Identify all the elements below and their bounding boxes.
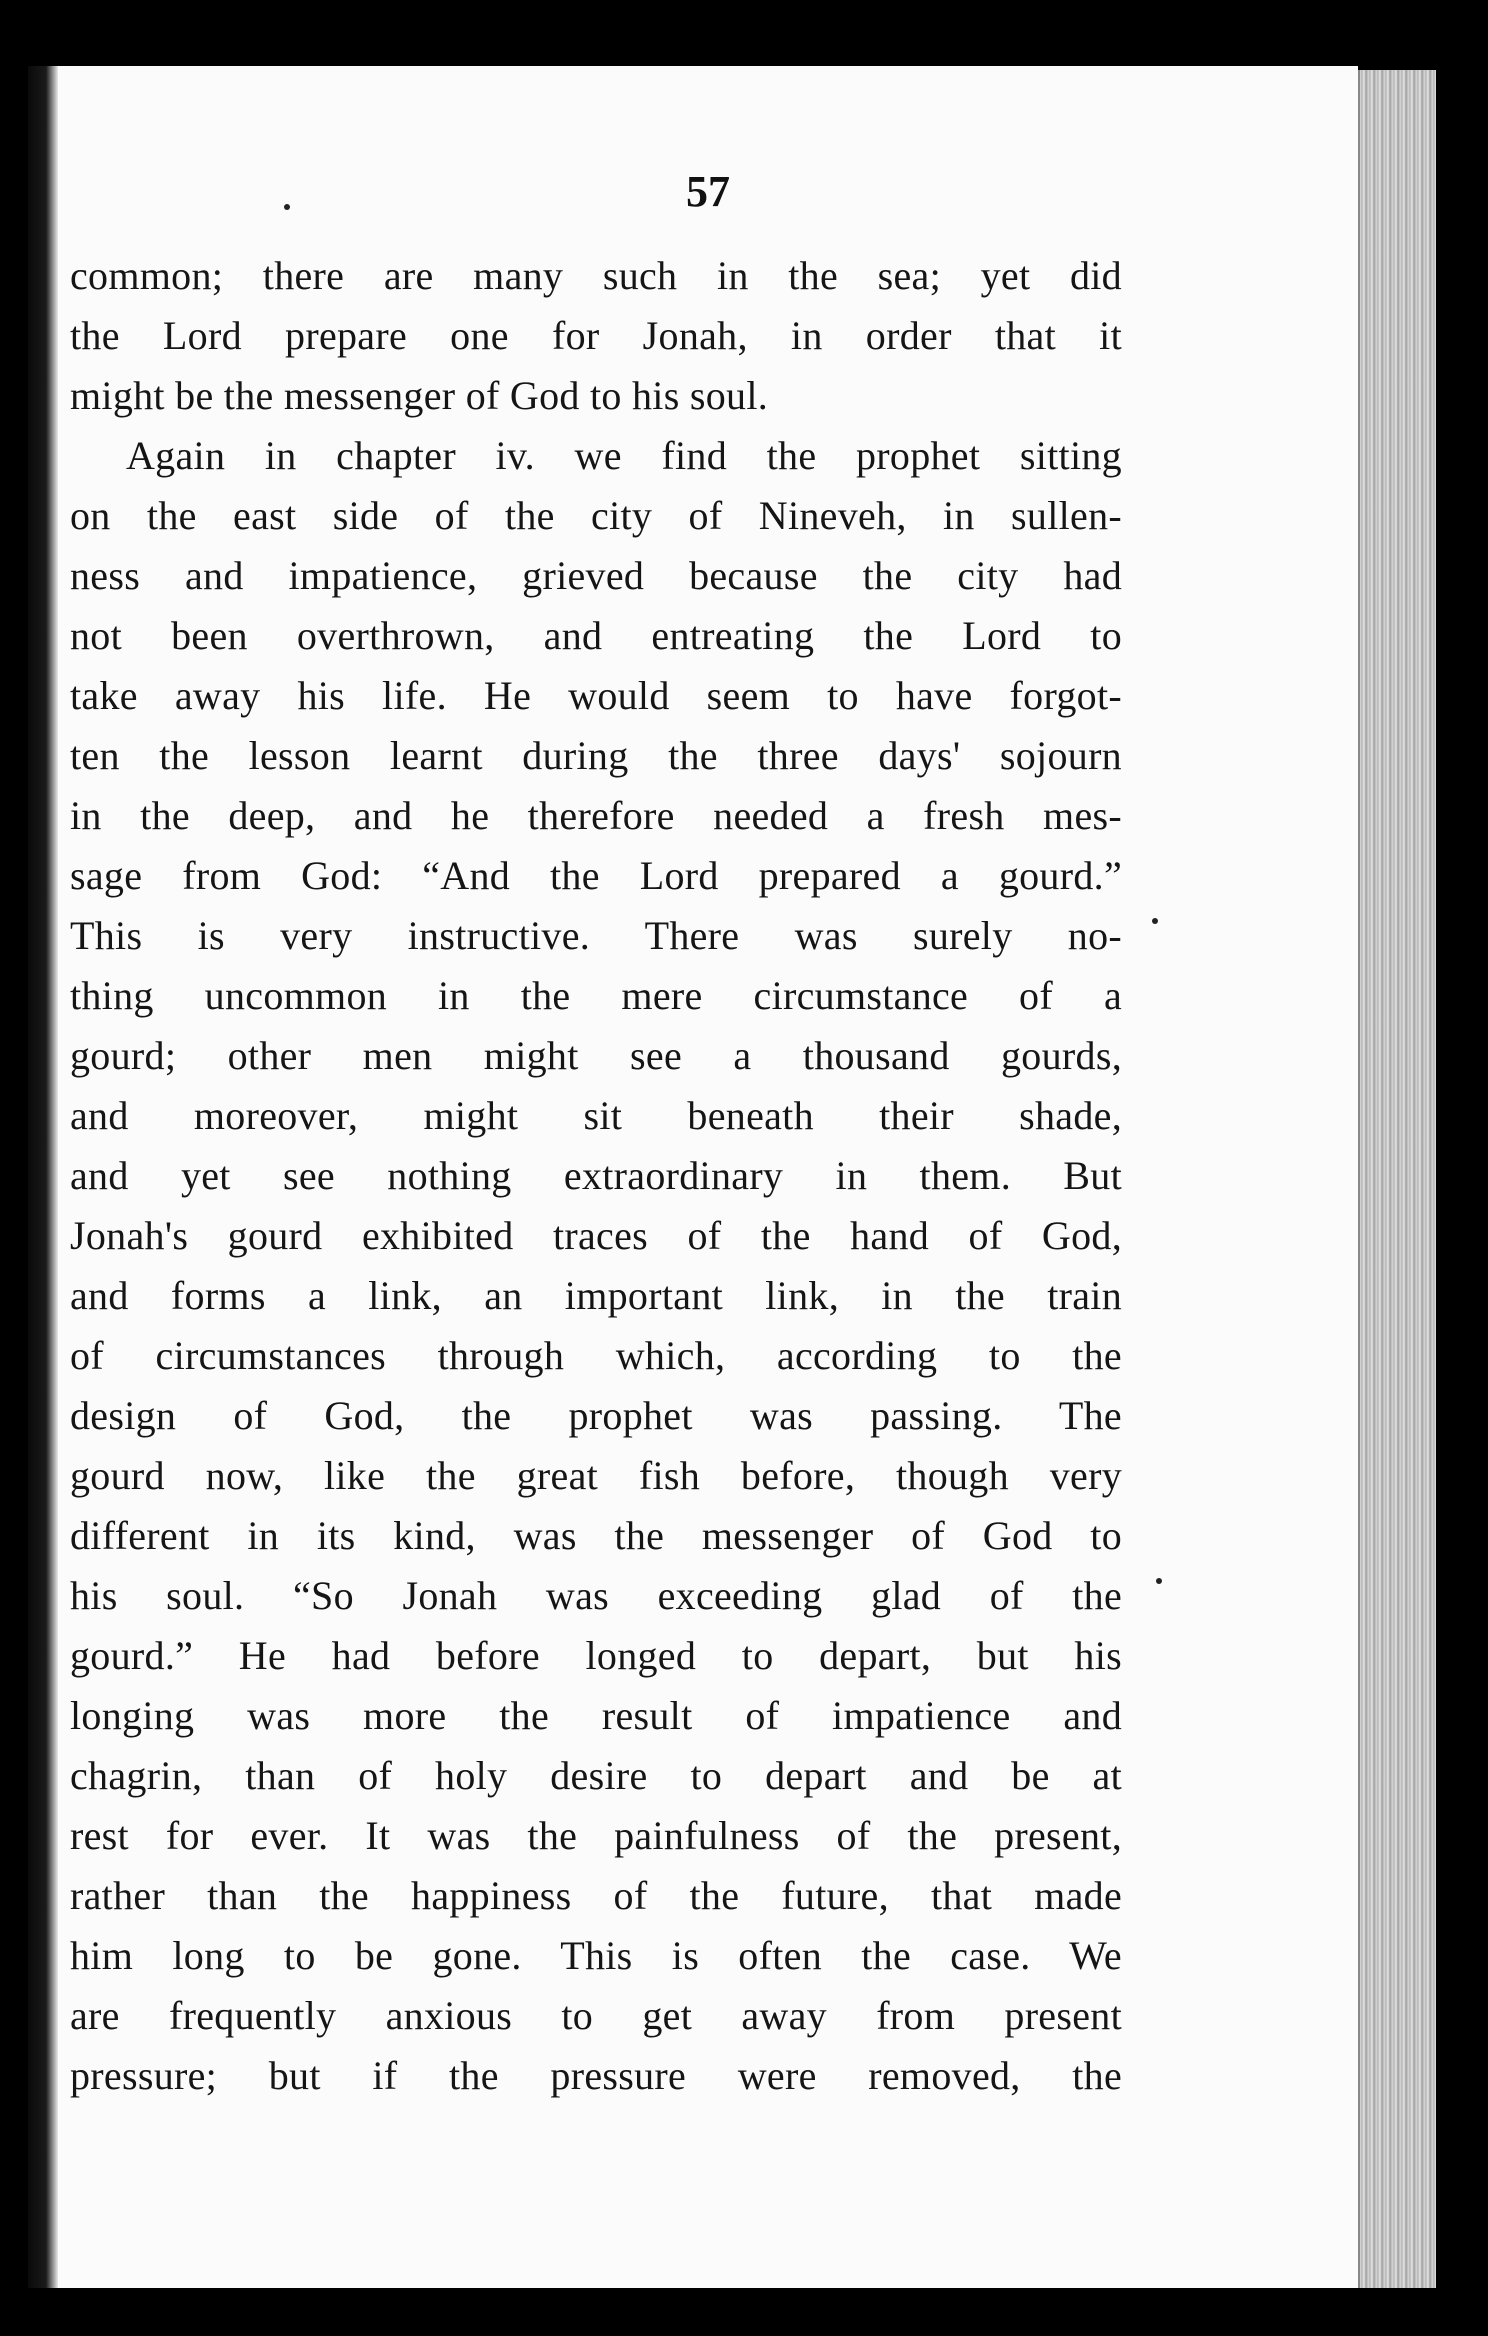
text-line: in the deep, and he therefore needed a fresh mes- bbox=[70, 793, 1122, 838]
bottom-shadow bbox=[58, 2288, 1434, 2336]
text-line: him long to be gone. This is often the case. We bbox=[70, 1933, 1122, 1978]
page-number: 57 bbox=[686, 167, 730, 216]
ink-speck bbox=[1156, 1578, 1162, 1584]
page-edges bbox=[1358, 70, 1436, 2288]
text-line: his soul. “So Jonah was exceeding glad of the bbox=[70, 1573, 1122, 1618]
text-line: gourd; other men might see a thousand gourds, bbox=[70, 1033, 1122, 1078]
text-line: longing was more the result of impatience and bbox=[70, 1693, 1122, 1738]
text-line: might be the messenger of God to his soul. bbox=[70, 373, 769, 418]
text-line: chagrin, than of holy desire to depart and be at bbox=[70, 1753, 1122, 1798]
text-line: Jonah's gourd exhibited traces of the hand of God, bbox=[70, 1213, 1122, 1258]
text-line: thing uncommon in the mere circumstance of a bbox=[70, 973, 1122, 1018]
text-line: are frequently anxious to get away from present bbox=[70, 1993, 1122, 2038]
text-line: the Lord prepare one for Jonah, in order that it bbox=[70, 313, 1122, 358]
text-line: design of God, the prophet was passing. The bbox=[70, 1393, 1122, 1438]
text-line: and yet see nothing extraordinary in them. But bbox=[70, 1153, 1122, 1198]
text-line: rather than the happiness of the future, that made bbox=[70, 1873, 1122, 1918]
text-line: of circumstances through which, according to the bbox=[70, 1333, 1122, 1378]
text-line: ness and impatience, grieved because the city had bbox=[70, 553, 1122, 598]
text-line: not been overthrown, and entreating the Lord to bbox=[70, 613, 1122, 658]
text-line: This is very instructive. There was surely no- bbox=[70, 913, 1122, 958]
book-gutter-shadow bbox=[28, 66, 58, 2288]
book-page bbox=[58, 66, 1358, 2288]
text-line: gourd now, like the great fish before, though very bbox=[70, 1453, 1122, 1498]
text-line: sage from God: “And the Lord prepared a gourd.” bbox=[70, 853, 1122, 898]
text-line: Again in chapter iv. we find the prophet sitting bbox=[126, 433, 1122, 478]
text-line: take away his life. He would seem to have forgot- bbox=[70, 673, 1122, 718]
text-line: rest for ever. It was the painfulness of the present, bbox=[70, 1813, 1122, 1858]
ink-speck bbox=[284, 204, 290, 210]
ink-speck bbox=[1152, 918, 1158, 924]
text-line: and forms a link, an important link, in the train bbox=[70, 1273, 1122, 1318]
text-line: different in its kind, was the messenger of God to bbox=[70, 1513, 1122, 1558]
text-line: common; there are many such in the sea; yet did bbox=[70, 253, 1122, 298]
text-line: pressure; but if the pressure were removed, the bbox=[70, 2053, 1122, 2098]
text-line: and moreover, might sit beneath their shade, bbox=[70, 1093, 1122, 1138]
text-line: ten the lesson learnt during the three days' sojourn bbox=[70, 733, 1122, 778]
text-line: on the east side of the city of Nineveh, in sullen- bbox=[70, 493, 1122, 538]
text-line: gourd.” He had before longed to depart, but his bbox=[70, 1633, 1122, 1678]
body-text bbox=[70, 246, 1122, 2106]
